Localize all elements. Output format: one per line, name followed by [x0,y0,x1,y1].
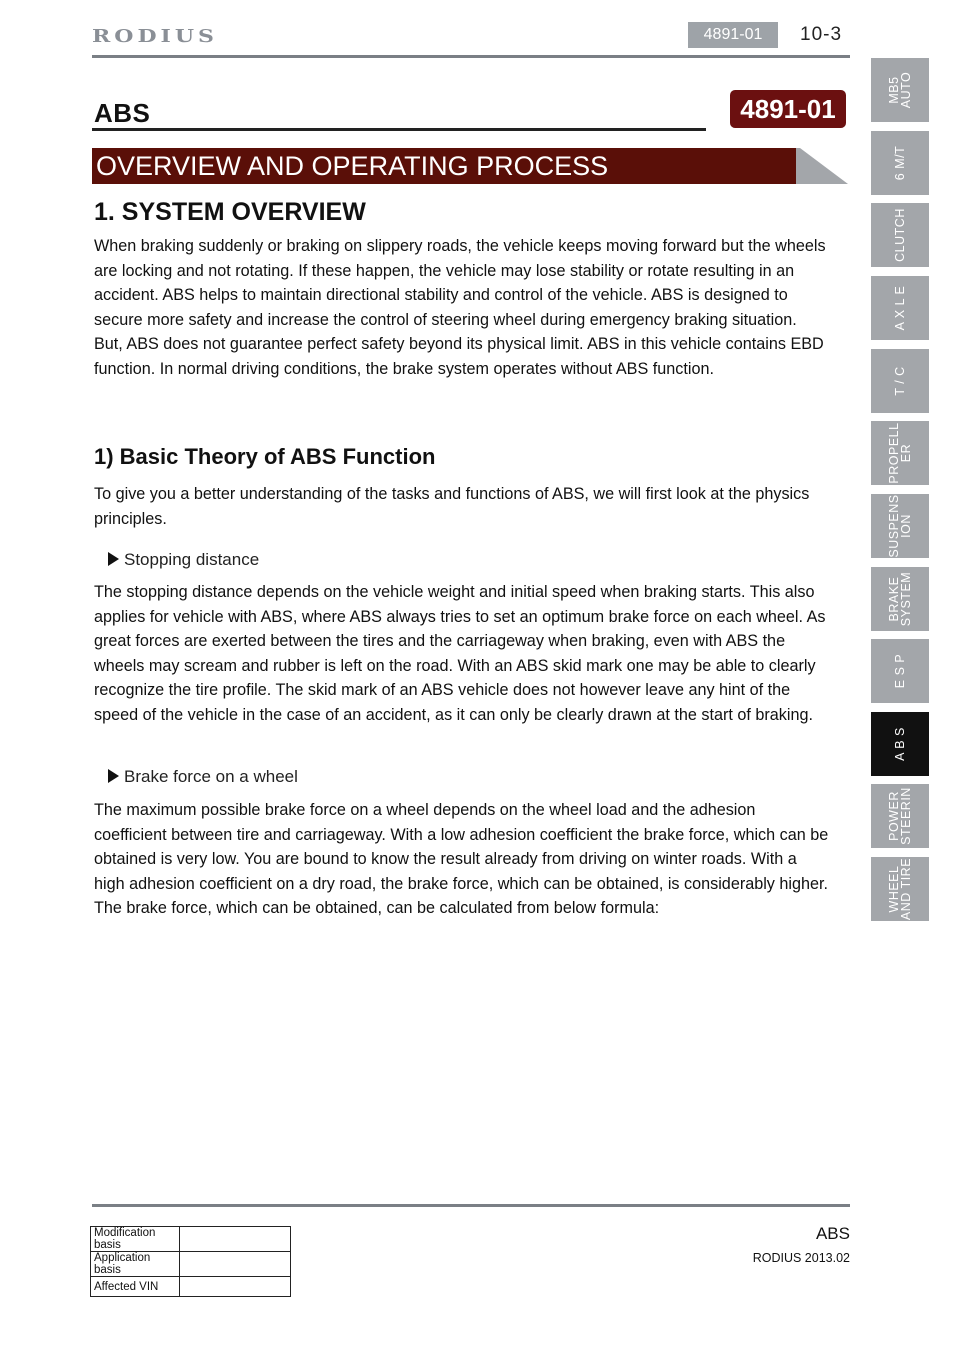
table-value [180,1252,291,1277]
table-value [180,1227,291,1252]
text-line: high adhesion coefficient on a dry road, the brake force, which can be obtained, is considerably higher. [94,874,829,893]
table-label: Application basis [91,1252,180,1277]
text-line: are locking and not rotating. If these happen, the vehicle may lose stability or rotate resulting in an [94,261,795,280]
table-label: Modification basis [91,1227,180,1252]
table-value [180,1277,291,1297]
tab-esp[interactable] [871,639,929,703]
tab-clutch[interactable] [871,203,929,267]
text-line: To give you a better understanding of the tasks and functions of ABS, we will first look at the physics [94,485,810,503]
basic-theory-heading: 1) Basic Theory of ABS Function [94,444,436,469]
tab-label: T / C [893,366,907,396]
table-row [91,1252,291,1277]
tab-label: CLUTCH [893,208,907,262]
tab-label: PROPELL ER [887,422,913,484]
table-label: Affected VIN [91,1277,180,1297]
header-rule [92,55,850,58]
text-line: great forces are exerted between the tires and the carriageway when braking, even with ABS the [94,632,786,651]
section-code-badge: 4891-01 [730,90,846,128]
tab-label: A X L E [893,285,907,331]
stopping-distance-subheading [108,550,259,570]
footer-revision: RODIUS 2013.02 [752,1251,850,1265]
text-line: The stopping distance depends on the vehicle weight and initial speed when braking starts. This also [94,583,815,601]
footer-section: ABS [815,1224,850,1243]
subheading-label: Brake force on a wheel [124,767,298,786]
brake-force-paragraph [94,798,850,921]
modification-table [90,1226,291,1297]
triangle-bullet-icon [108,769,119,783]
tab-brake-system[interactable] [871,567,929,631]
tab-label: A B S [893,727,907,761]
text-line: accident. ABS helps to maintain directional stability and control of the vehicle. ABS is designed to [94,286,788,305]
brand-logo: RODIUS [92,26,218,47]
triangle-bullet-icon [108,552,119,566]
text-line: When braking suddenly or braking on slippery roads, the vehicle keeps moving forward but the wheels [94,237,826,255]
tab-power-steering[interactable] [871,784,929,848]
tab-label: E S P [893,653,907,689]
text-line: secure more safety and increase the control of steering wheel during emergency braking situation. [94,310,797,329]
tab-mb5-auto[interactable] [871,58,929,122]
text-line: speed of the vehicle in the case of an accident, as it can only be clearly drawn at the start of braking. [94,705,813,724]
section-title: ABS [94,98,151,128]
tab-propeller[interactable] [871,421,929,485]
doc-code-badge: 4891-01 [688,22,778,48]
brake-force-subheading [108,767,298,787]
table-row [91,1277,291,1297]
tab-label: MB5 AUTO [887,71,913,109]
tab-label: WHEEL AND TIRE [887,857,913,921]
text-line: recognize the tire profile. The skid mark of an ABS vehicle does not however leave any hint of the [94,681,791,700]
tab-label: BRAKE SYSTEM [887,571,913,627]
footer-rule [92,1204,850,1207]
tab-axle[interactable] [871,276,929,340]
text-line: The maximum possible brake force on a wheel depends on the wheel load and the adhesion [94,801,756,819]
tab-tc[interactable] [871,349,929,413]
tab-wheel-and-tire[interactable] [871,857,929,921]
tab-label: SUSPENS ION [887,494,913,558]
text-line: principles. [94,509,167,528]
subheading-label: Stopping distance [124,550,260,569]
tab-abs[interactable] [871,712,929,776]
text-line: But, ABS does not guarantee perfect safety beyond its physical limit. ABS in this vehicle contains EBD [94,335,824,354]
table-row [91,1227,291,1252]
tab-label: POWER STEERIN [887,787,913,845]
text-line: obtained is very low. You are bound to know the result already from driving on winter roads. With a [94,850,797,869]
page-number: 10-3 [800,24,843,45]
banner-title: OVERVIEW AND OPERATING PROCESS [96,151,609,181]
text-line: applies for vehicle with ABS, where ABS always tries to set an optimum brake force on each wheel. As [94,607,826,626]
overview-paragraph [94,234,850,382]
text-line: function. In normal driving conditions, the brake system operates without ABS function. [94,359,714,378]
tab-suspension[interactable] [871,494,929,558]
theory-paragraph [94,482,850,531]
tab-label: 6 M/T [893,145,907,181]
system-overview-heading: 1. SYSTEM OVERVIEW [94,198,366,226]
tab-6mt[interactable] [871,131,929,195]
text-line: The brake force, which can be obtained, can be calculated from below formula: [94,899,660,918]
title-rule [92,128,706,131]
text-line: coefficient between tire and carriageway. With a low adhesion coefficient the brake force, which can be [94,825,829,844]
stopping-paragraph [94,580,850,728]
text-line: wheels may scream and rubber is left on the road. With an ABS skid mark one may be able to clearly [94,656,816,675]
